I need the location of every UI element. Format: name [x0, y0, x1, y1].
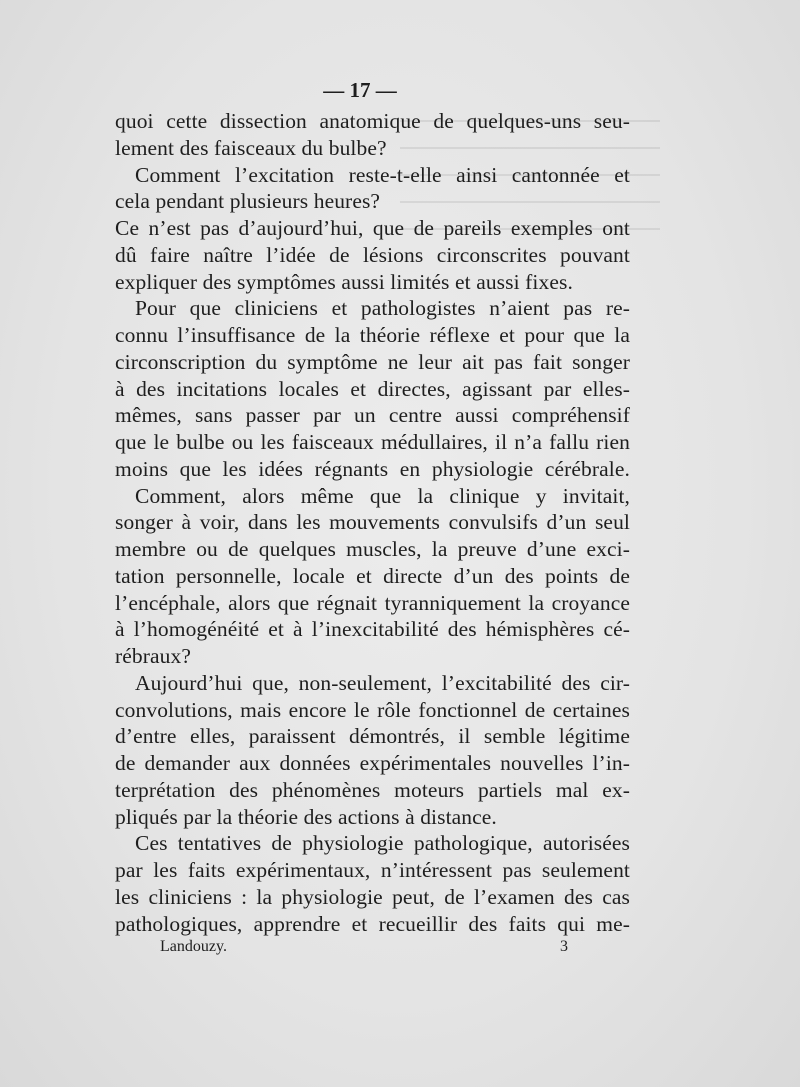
- text-line: pliqués par la théorie des actions à distance.: [115, 804, 497, 829]
- text-line: Aujourd’hui que, non-seulement, l’excitabilité des cir-: [135, 670, 630, 695]
- text-line: les cliniciens : la physiologie peut, de l’examen des cas: [115, 884, 630, 909]
- text-line: convolutions, mais encore le rôle fonctionnel de certaines: [115, 697, 630, 722]
- text-line: que le bulbe ou les faisceaux médullaires, il n’a fallu rien: [115, 430, 630, 454]
- text-line: dû faire naître l’idée de lésions circonscrites pouvant: [115, 242, 630, 267]
- text-line: Ces tentatives de physiologie pathologique, autorisées: [135, 831, 630, 856]
- text-line: connu l’insuffisance de la théorie réflexe et pour que la: [115, 323, 630, 347]
- text-line: Pour que cliniciens et pathologistes n’aient pas re-: [135, 296, 630, 321]
- text-line: quoi cette dissection anatomique de quelques-uns seu-: [115, 109, 630, 133]
- text-line: à l’homogénéité et à l’inexcitabilité des hémisphères cé-: [115, 617, 630, 642]
- text-line: à des incitations locales et directes, agissant par elles-: [115, 376, 630, 401]
- footer-author: Landouzy.: [160, 938, 227, 955]
- text-line: d’entre elles, paraissent démontrés, il semble légitime: [115, 724, 630, 749]
- text-line: expliquer des symptômes aussi limités et aussi fixes.: [115, 269, 573, 294]
- page-number: — 17 —: [323, 78, 397, 102]
- text-line: circonscription du symptôme ne leur ait pas fait songer: [115, 349, 630, 374]
- text-line: cela pendant plusieurs heures?: [115, 189, 381, 214]
- text-line: l’encéphale, alors que régnait tyranniquement la croyance: [115, 590, 630, 615]
- text-line: rébraux?: [115, 644, 191, 668]
- footer-signature-mark: 3: [560, 938, 568, 955]
- text-line: songer à voir, dans les mouvements convulsifs d’un seul: [115, 510, 630, 535]
- text-line: terprétation des phénomènes moteurs partiels mal ex-: [115, 777, 630, 802]
- text-line: de demander aux données expérimentales nouvelles l’in-: [115, 751, 630, 775]
- text-line: moins que les idées régnants en physiologie cérébrale.: [115, 456, 630, 481]
- text-line: pathologiques, apprendre et recueillir des faits qui me-: [115, 911, 630, 936]
- text-line: Comment, alors même que la clinique y invitait,: [135, 483, 630, 508]
- text-line: Ce n’est pas d’aujourd’hui, que de pareils exemples ont: [115, 216, 630, 240]
- text-line: par les faits expérimentaux, n’intéressent pas seulement: [115, 858, 630, 882]
- text-line: membre ou de quelques muscles, la preuve d’une exci-: [115, 537, 630, 561]
- text-line: mêmes, sans passer par un centre aussi compréhensif: [115, 403, 630, 428]
- text-line: tation personnelle, locale et directe d’un des points de: [115, 563, 630, 588]
- text-line: Comment l’excitation reste-t-elle ainsi cantonnée et: [135, 162, 630, 187]
- text-line: lement des faisceaux du bulbe?: [115, 135, 387, 160]
